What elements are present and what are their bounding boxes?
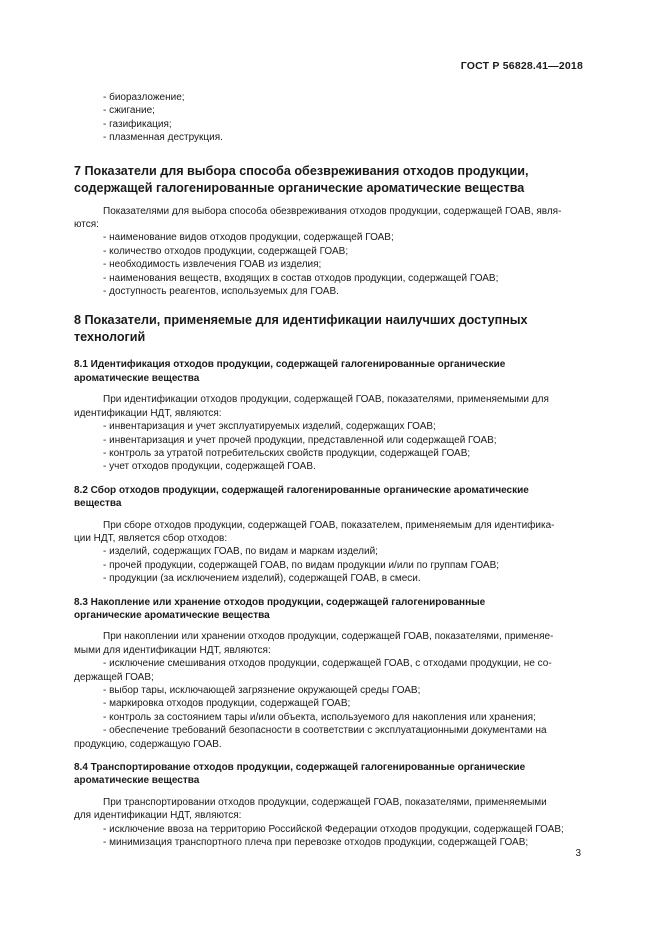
list-item-continuation: продукцию, содержащую ГОАВ.	[74, 738, 222, 750]
list-item: - минимизация транспортного плеча при перевозке отходов продукции, содержащей ГОАВ;	[103, 837, 529, 849]
paragraph-line: При накоплении или хранении отходов продукции, содержащей ГОАВ, показателями, применяе-	[103, 631, 554, 643]
list-item: - обеспечение требований безопасности в соответствии с эксплуатационными документами на	[103, 725, 547, 737]
subsection-8-2-body	[74, 519, 583, 586]
heading-line: содержащей галогенированные органические ароматические вещества	[74, 180, 525, 195]
paragraph-line: Показателями для выбора способа обезвреживания отходов продукции, содержащей ГОАВ, явля-	[103, 205, 562, 217]
subsection-8-1-body	[74, 393, 583, 473]
list-item: - наименования веществ, входящих в состав отходов продукции, содержащей ГОАВ;	[103, 272, 499, 284]
list-item: - исключение смешивания отходов продукции, содержащей ГОАВ, с отходами продукции, не со-	[103, 658, 552, 670]
list-item: - учет отходов продукции, содержащей ГОАВ.	[103, 461, 316, 473]
list-item-continuation: держащей ГОАВ;	[74, 671, 154, 683]
heading-line: 7 Показатели для выбора способа обезвреживания отходов продукции,	[74, 163, 529, 178]
paragraph-line: При идентификации отходов продукции, содержащей ГОАВ, показателями, применяемыми для	[103, 394, 549, 406]
list-item: - выбор тары, исключающей загрязнение окружающей среды ГОАВ;	[103, 685, 421, 696]
paragraph-line: для идентификации НДТ, являются:	[74, 810, 242, 822]
page-number: 3	[575, 848, 581, 859]
subsection-8-2-heading	[74, 484, 583, 511]
list-item: - прочей продукции, содержащей ГОАВ, по видам продукции и/или по группам ГОАВ;	[103, 559, 500, 571]
list-item: - изделий, содержащих ГОАВ, по видам и маркам изделий;	[103, 546, 378, 558]
list-item: - исключение ввоза на территорию Российской Федерации отходов продукции, содержащей ГОАВ;	[103, 823, 564, 835]
paragraph-line: идентификации НДТ, являются:	[74, 407, 222, 419]
heading-line: 8.3 Накопление или хранение отходов продукции, содержащей галогенированные	[74, 596, 486, 608]
list-item: - инвентаризация и учет прочей продукции, представленной или содержащей ГОАВ;	[103, 434, 497, 446]
subsection-8-4-body	[74, 796, 583, 850]
heading-line: технологий	[74, 330, 146, 345]
section-7-heading	[74, 163, 583, 197]
section-7-body	[74, 205, 583, 299]
list-item: - плазменная деструкция.	[103, 132, 223, 144]
heading-line: органические ароматические вещества	[74, 609, 270, 621]
paragraph-line: ются:	[74, 219, 99, 231]
section-8-heading	[74, 312, 583, 346]
list-item: - газификация;	[103, 118, 172, 130]
heading-line: ароматические вещества	[74, 775, 200, 787]
subsection-8-3-body	[74, 630, 583, 751]
heading-line: 8 Показатели, применяемые для идентификации наилучших доступных	[74, 313, 528, 328]
paragraph-line: мыми для идентификации НДТ, являются:	[74, 644, 271, 656]
paragraph-line: ции НДТ, является сбор отходов:	[74, 532, 228, 544]
heading-line: ароматические вещества	[74, 372, 200, 384]
heading-line: 8.2 Сбор отходов продукции, содержащей галогенированные органические ароматические	[74, 484, 529, 496]
list-item: - доступность реагентов, используемых для ГОАВ.	[103, 286, 339, 298]
list-item: - биоразложение;	[103, 92, 185, 103]
heading-line: 8.4 Транспортирование отходов продукции, содержащей галогенированные органические	[74, 762, 526, 774]
paragraph-line: При сборе отходов продукции, содержащей ГОАВ, показателем, применяемым для идентифика-	[103, 519, 555, 531]
list-item: - маркировка отходов продукции, содержащей ГОАВ;	[103, 698, 351, 710]
list-item: - необходимость извлечения ГОАВ из изделия;	[103, 259, 322, 271]
list-item: - наименование видов отходов продукции, содержащей ГОАВ;	[103, 232, 394, 244]
intro-list	[74, 91, 583, 145]
heading-line: 8.1 Идентификация отходов продукции, содержащей галогенированные органические	[74, 359, 506, 371]
list-item: - контроль за утратой потребительских свойств продукции, содержащей ГОАВ;	[103, 447, 471, 459]
list-item: - инвентаризация и учет эксплуатируемых изделий, содержащих ГОАВ;	[103, 421, 436, 433]
document-code: ГОСТ Р 56828.41—2018	[460, 60, 583, 72]
list-item: - контроль за состоянием тары и/или объекта, используемого для накопления или хранения;	[103, 711, 536, 723]
subsection-8-3-heading	[74, 596, 583, 623]
page-content	[74, 91, 583, 849]
subsection-8-4-heading	[74, 761, 583, 788]
subsection-8-1-heading	[74, 358, 583, 385]
list-item: - количество отходов продукции, содержащей ГОАВ;	[103, 245, 349, 257]
list-item: - сжигание;	[103, 105, 155, 117]
heading-line: вещества	[74, 498, 122, 510]
paragraph-line: При транспортировании отходов продукции, содержащей ГОАВ, показателями, применяемыми	[103, 796, 547, 808]
list-item: - продукции (за исключением изделий), содержащей ГОАВ, в смеси.	[103, 573, 421, 585]
